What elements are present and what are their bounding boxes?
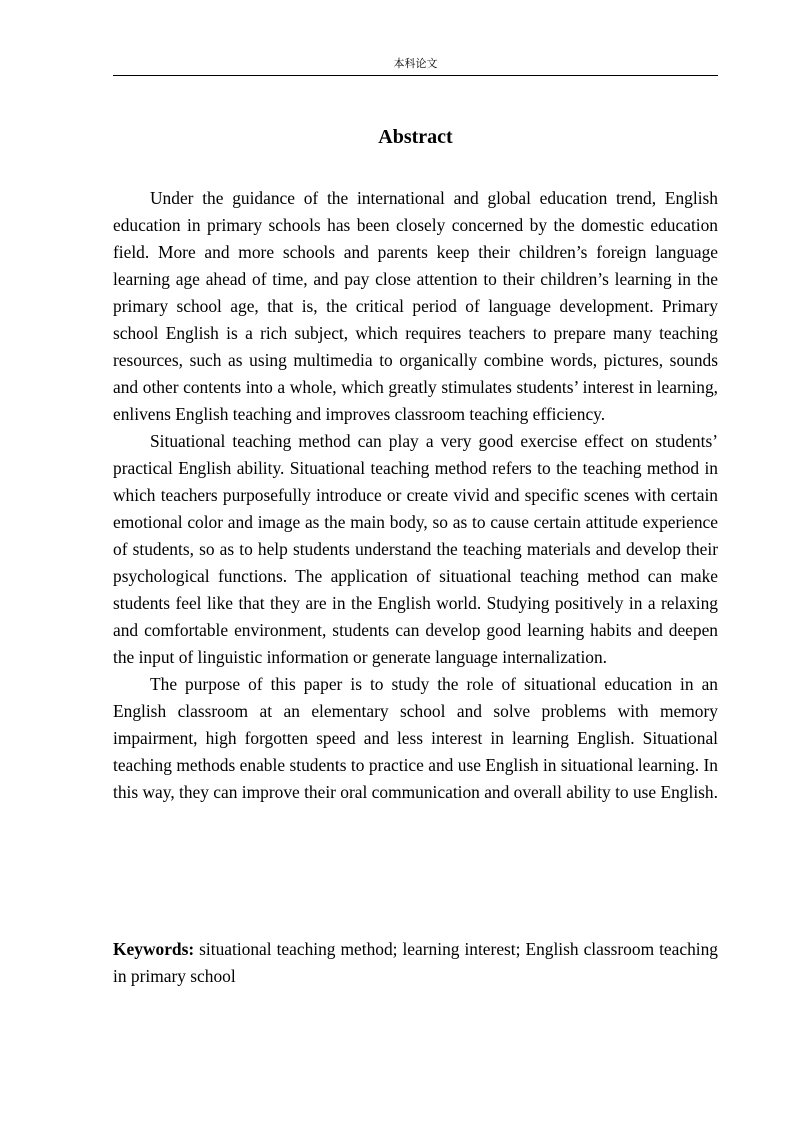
keywords-text: situational teaching method; learning interest; English classroom teaching in primary school: [113, 939, 718, 986]
abstract-title: Abstract: [378, 126, 453, 148]
abstract-body: [113, 185, 718, 806]
abstract-paragraph-1: Under the guidance of the international and global education trend, English education in primary schools has been closely concerned by the domestic education field. More and more schools and parents keep their children’s foreign language learning age ahead of time, and pay close attention to their children’s learning in the primary school age, that is, the critical period of language development. Primary school English is a rich subject, which requires teachers to prepare many teaching resources, such as using multimedia to organically combine words, pictures, sounds and other contents into a whole, which greatly stimulates students’ interest in learning, enlivens English teaching and improves classroom teaching efficiency.: [113, 188, 718, 424]
keywords-label: Keywords:: [113, 939, 195, 959]
page-header: 本科论文: [113, 57, 718, 76]
keywords-section: [113, 936, 718, 990]
abstract-paragraph-2: Situational teaching method can play a very good exercise effect on students’ practical English ability. Situational teaching method refers to the teaching method in which teachers purposefully introduce or create vivid and specific scenes with certain emotional color and image as the main body, so as to cause certain attitude experience of students, so as to help students understand the teaching materials and develop their psychological functions. The application of situational teaching method can make students feel like that they are in the English world. Studying positively in a relaxing and comfortable environment, students can develop good learning habits and deepen the input of linguistic information or generate language internalization.: [113, 431, 718, 667]
abstract-paragraph-3: The purpose of this paper is to study the role of situational education in an English classroom at an elementary school and solve problems with memory impairment, high forgotten speed and less interest in learning English. Situational teaching methods enable students to practice and use English in situational learning. In this way, they can improve their oral communication and overall ability to use English.: [113, 674, 718, 802]
